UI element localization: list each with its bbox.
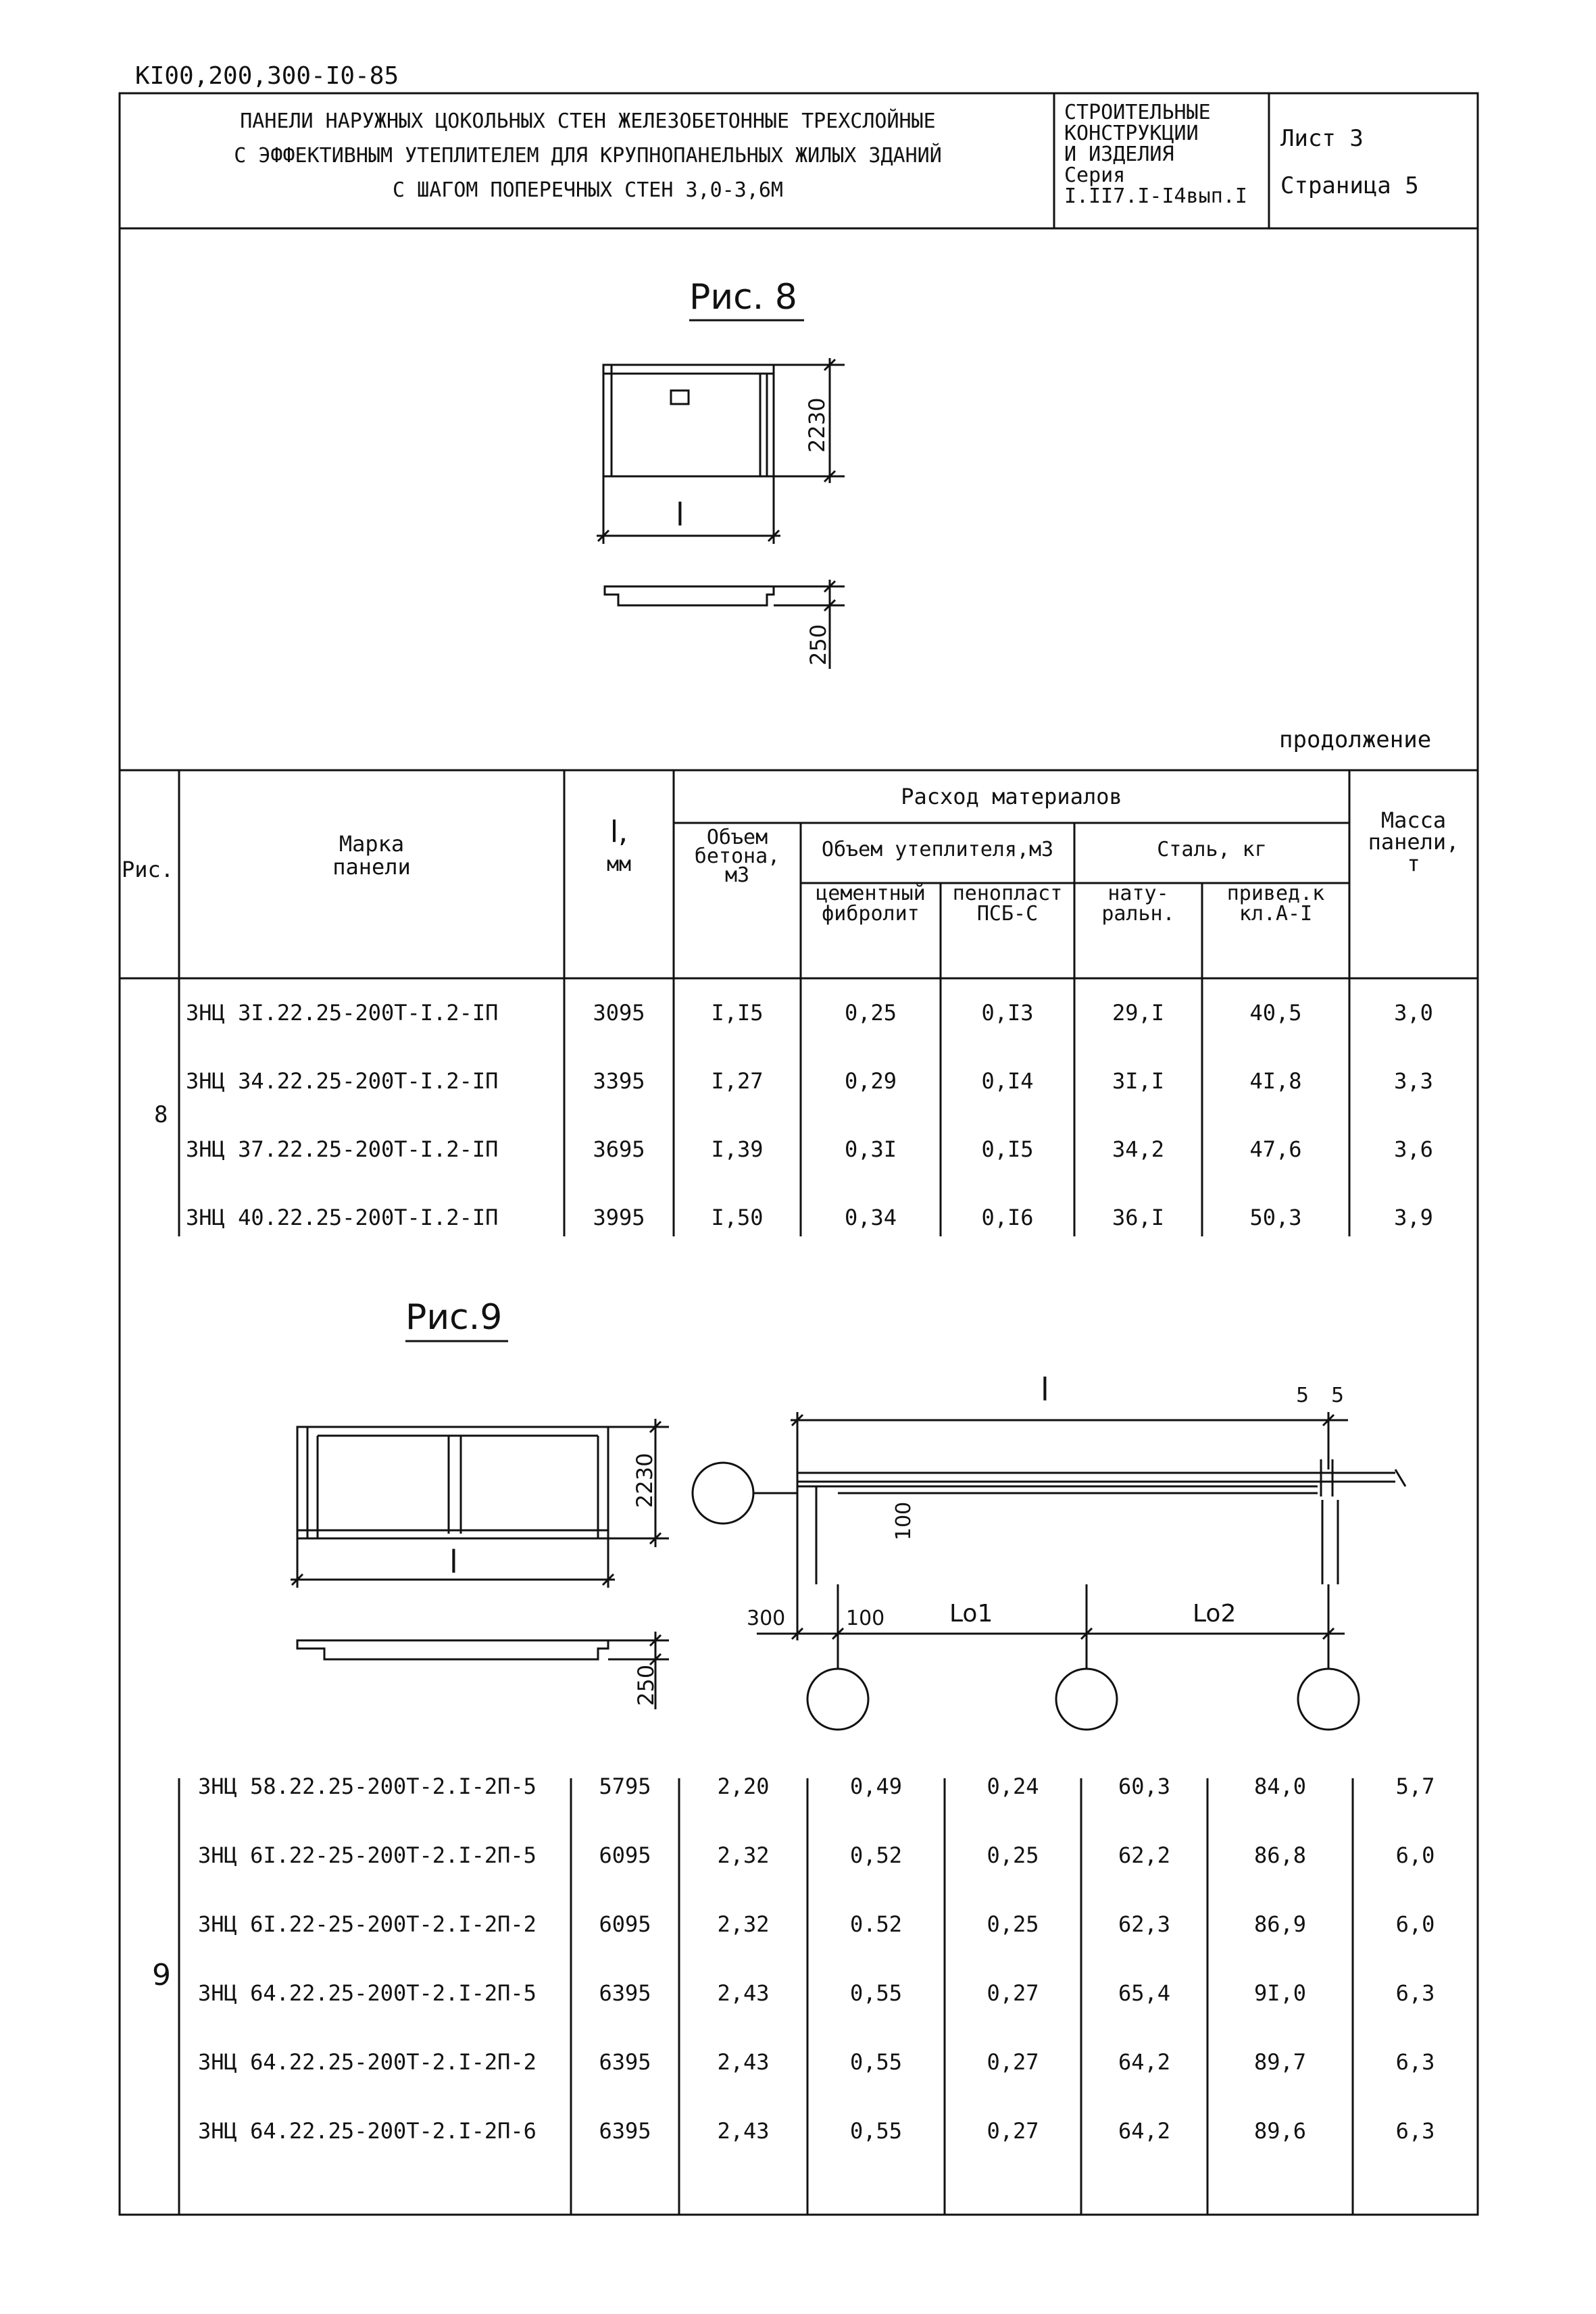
cell-mark: ЗНЦ 3I.22.25-200T-I.2-IП — [186, 1000, 499, 1026]
cell-mark: ЗНЦ 40.22.25-200T-I.2-IП — [186, 1205, 499, 1230]
fig9-dim-lo1: Lo1 — [949, 1600, 993, 1628]
cell-fibrolite: 0,3I — [844, 1136, 897, 1162]
cell-mass: 6,0 — [1395, 1842, 1435, 1868]
fig8-caption: Рис. 8 — [689, 277, 797, 318]
cell-steel-reduced: 4I,8 — [1249, 1068, 1302, 1094]
series-line-3: И ИЗДЕЛИЯ — [1064, 143, 1174, 166]
cell-steel-natural: 29,I — [1112, 1000, 1165, 1026]
cell-steel-reduced: 9I,0 — [1253, 1980, 1307, 2006]
cell-foam: 0,I5 — [981, 1136, 1034, 1162]
cell-mark: ЗНЦ 37.22.25-200T-I.2-IП — [186, 1136, 499, 1162]
cell-concrete: 2,32 — [717, 1842, 770, 1868]
cell-foam: 0,I3 — [981, 1000, 1034, 1026]
fig8-dim-length: l — [676, 497, 684, 533]
cell-mass: 5,7 — [1395, 1774, 1435, 1799]
cell-foam: 0,24 — [987, 1774, 1039, 1799]
series-line-4: Серия — [1064, 164, 1126, 187]
series-number: I.II7.I-I4вып.I — [1064, 184, 1247, 208]
col-header-mass-1: Масса — [1380, 807, 1447, 833]
cell-fibrolite: 0,55 — [849, 2049, 903, 2075]
cell-length: 3095 — [593, 1000, 645, 1026]
cell-foam: 0,I6 — [981, 1205, 1034, 1230]
cell-concrete: 2,43 — [717, 2118, 770, 2144]
series-line-1: СТРОИТЕЛЬНЫЕ — [1064, 101, 1211, 124]
cell-concrete: 2,20 — [717, 1774, 770, 1799]
cell-length: 6095 — [599, 1911, 651, 1937]
col-header-l-2: мм — [606, 853, 632, 876]
cell-mass: 3,3 — [1394, 1068, 1433, 1094]
cell-steel-natural: 60,3 — [1118, 1774, 1171, 1799]
cell-mass: 3,9 — [1394, 1205, 1433, 1230]
col-header-materials: Расход материалов — [901, 784, 1122, 809]
fig8-dim-thickness: 250 — [805, 624, 831, 665]
group9-fig-number: 9 — [152, 1958, 171, 1992]
cell-foam: 0,25 — [987, 1842, 1039, 1868]
fig9-dim-length: l — [449, 1544, 458, 1580]
col-header-concrete-2: бетона, — [694, 845, 780, 868]
cell-steel-reduced: 50,3 — [1249, 1205, 1302, 1230]
continuation-label: продолжение — [1279, 726, 1432, 753]
series-line-2: КОНСТРУКЦИИ — [1064, 122, 1199, 145]
col-header-insulation: Объем утеплителя,м3 — [821, 838, 1054, 861]
col-header-concrete-1: Объем — [706, 826, 768, 849]
cell-fibrolite: 0,52 — [849, 1842, 903, 1868]
title-line-2: С ЭФФЕКТИВНЫМ УТЕПЛИТЕЛЕМ ДЛЯ КРУПНОПАНЕЛЬНЫХ ЖИЛЫХ ЗДАНИЙ — [234, 144, 942, 168]
cell-fibrolite: 0,55 — [849, 2118, 903, 2144]
cell-steel-reduced: 86,8 — [1253, 1842, 1307, 1868]
cell-fibrolite: 0,25 — [844, 1000, 897, 1026]
cell-steel-natural: 3I,I — [1112, 1068, 1165, 1094]
cell-concrete: I,50 — [711, 1205, 764, 1230]
cell-concrete: 2,43 — [717, 1980, 770, 2006]
fig9-dim-100: 100 — [846, 1607, 885, 1630]
col-header-mark-2: панели — [332, 854, 411, 880]
cell-mark: ЗНЦ 64.22.25-200Т-2.I-2П-5 — [198, 1980, 537, 2006]
cell-length: 6395 — [599, 1980, 651, 2006]
cell-foam: 0,27 — [987, 1980, 1039, 2006]
cell-steel-reduced: 89,6 — [1253, 2118, 1307, 2144]
col-header-mark-1: Марка — [339, 831, 405, 857]
cell-mass: 6,0 — [1395, 1911, 1435, 1937]
cell-foam: 0,27 — [987, 2118, 1039, 2144]
cell-fibrolite: 0,49 — [849, 1774, 903, 1799]
col-header-mass-2: панели, — [1368, 829, 1460, 855]
cell-length: 3395 — [593, 1068, 645, 1094]
fig9-dim-lo2: Lo2 — [1193, 1600, 1237, 1628]
col-header-insul-b-1: пенопласт — [952, 882, 1063, 905]
cell-fibrolite: 0.52 — [849, 1911, 903, 1937]
col-header-mass-3: т — [1407, 851, 1420, 876]
fig9-span-length: l — [1041, 1372, 1049, 1408]
cell-mass: 3,0 — [1394, 1000, 1433, 1026]
col-header-steel-a-2: ральн. — [1101, 902, 1175, 926]
group8-fig-number: 8 — [154, 1101, 168, 1128]
cell-length: 6395 — [599, 2118, 651, 2144]
sheet-label: Лист 3 — [1280, 125, 1364, 152]
cell-mass: 6,3 — [1395, 2049, 1435, 2075]
cell-steel-natural: 65,4 — [1118, 1980, 1171, 2006]
col-header-steel-b-1: привед.к — [1226, 882, 1325, 905]
cell-fibrolite: 0,55 — [849, 1980, 903, 2006]
cell-steel-reduced: 40,5 — [1249, 1000, 1302, 1026]
cell-concrete: 2,43 — [717, 2049, 770, 2075]
cell-steel-natural: 64,2 — [1118, 2118, 1171, 2144]
cell-steel-reduced: 84,0 — [1253, 1774, 1307, 1799]
col-header-steel-a-1: нату- — [1107, 882, 1169, 905]
cell-length: 6395 — [599, 2049, 651, 2075]
document-code: КI00,200,300-I0-85 — [135, 62, 399, 90]
fig9-dim-5b: 5 — [1331, 1384, 1345, 1407]
cell-steel-reduced: 89,7 — [1253, 2049, 1307, 2075]
col-header-steel: Сталь, кг — [1157, 838, 1267, 861]
cell-steel-natural: 64,2 — [1118, 2049, 1171, 2075]
cell-steel-natural: 62,2 — [1118, 1842, 1171, 1868]
page-label: Страница 5 — [1280, 172, 1419, 199]
cell-mark: ЗНЦ 64.22.25-200Т-2.I-2П-6 — [198, 2118, 537, 2144]
cell-mark: ЗНЦ 34.22.25-200T-I.2-IП — [186, 1068, 499, 1094]
col-header-insul-b-2: ПСБ-С — [976, 902, 1039, 926]
cell-mark: ЗНЦ 6I.22-25-200Т-2.I-2П-2 — [198, 1911, 537, 1937]
cell-steel-reduced: 47,6 — [1249, 1136, 1302, 1162]
cell-concrete: I,39 — [711, 1136, 764, 1162]
col-header-steel-b-2: кл.А-I — [1239, 902, 1313, 926]
cell-steel-reduced: 86,9 — [1253, 1911, 1307, 1937]
title-line-1: ПАНЕЛИ НАРУЖНЫХ ЦОКОЛЬНЫХ СТЕН ЖЕЛЕЗОБЕТОННЫЕ ТРЕХСЛОЙНЫЕ — [240, 109, 936, 133]
cell-concrete: 2,32 — [717, 1911, 770, 1937]
fig9-dim-thickness: 250 — [633, 1664, 659, 1706]
cell-mass: 6,3 — [1395, 1980, 1435, 2006]
fig9-dim-height: 2230 — [632, 1453, 657, 1508]
cell-length: 5795 — [599, 1774, 651, 1799]
cell-concrete: I,I5 — [711, 1000, 764, 1026]
fig9-dim-5a: 5 — [1296, 1384, 1310, 1407]
col-header-l-1: l, — [609, 815, 628, 849]
cell-foam: 0,I4 — [981, 1068, 1034, 1094]
col-header-insul-a-1: цементный — [816, 882, 926, 905]
cell-mass: 6,3 — [1395, 2118, 1435, 2144]
cell-mass: 3,6 — [1394, 1136, 1433, 1162]
cell-mark: ЗНЦ 6I.22-25-200Т-2.I-2П-5 — [198, 1842, 537, 1868]
cell-length: 6095 — [599, 1842, 651, 1868]
fig8-dim-height: 2230 — [804, 397, 830, 453]
cell-length: 3995 — [593, 1205, 645, 1230]
cell-fibrolite: 0,29 — [844, 1068, 897, 1094]
cell-foam: 0,25 — [987, 1911, 1039, 1937]
cell-length: 3695 — [593, 1136, 645, 1162]
fig8-drawing — [597, 320, 845, 669]
cell-mark: ЗНЦ 58.22.25-200Т-2.I-2П-5 — [198, 1774, 537, 1799]
cell-steel-natural: 62,3 — [1118, 1911, 1171, 1937]
col-header-concrete-3: м3 — [724, 863, 750, 887]
col-header-fig: Рис. — [122, 857, 174, 882]
fig9-caption: Рис.9 — [405, 1297, 503, 1338]
col-header-insul-a-2: фибролит — [822, 902, 920, 926]
cell-concrete: I,27 — [711, 1068, 764, 1094]
cell-fibrolite: 0,34 — [844, 1205, 897, 1230]
cell-steel-natural: 36,I — [1112, 1205, 1165, 1230]
cell-foam: 0,27 — [987, 2049, 1039, 2075]
cell-steel-natural: 34,2 — [1112, 1136, 1165, 1162]
cell-mark: ЗНЦ 64.22.25-200Т-2.I-2П-2 — [198, 2049, 537, 2075]
fig9-drawing — [291, 1341, 1405, 1730]
title-line-3: С ШАГОМ ПОПЕРЕЧНЫХ СТЕН 3,0-3,6М — [393, 178, 783, 202]
fig9-dim-300: 300 — [747, 1607, 786, 1630]
fig9-dim-100v: 100 — [892, 1501, 916, 1540]
